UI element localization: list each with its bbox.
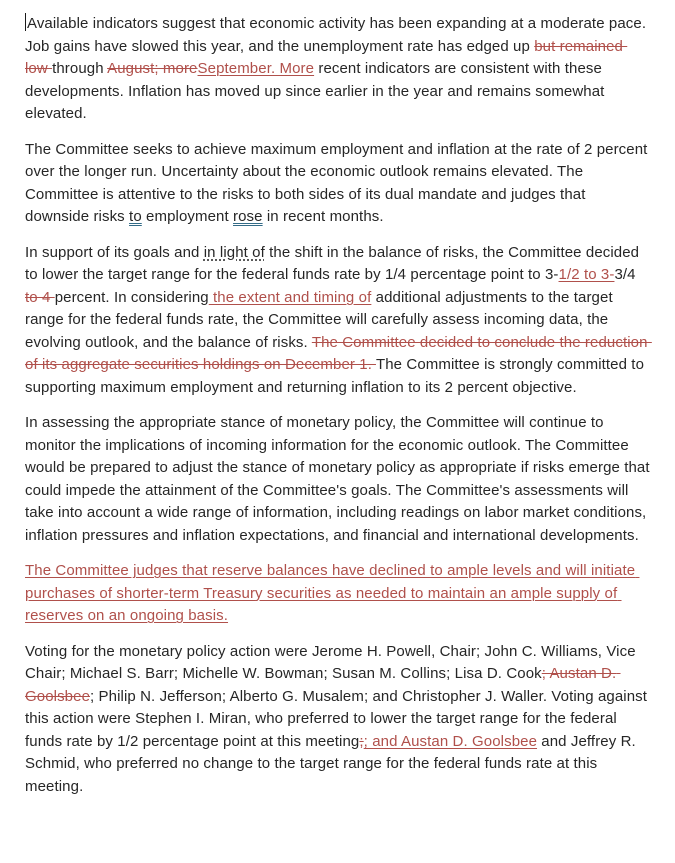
text-run: Voting for the monetary policy action were Jerome H. Powell, Chair; John C. Williams, Vice Chair; Michael S. Barr; Michelle W. Bowman; Susan M. Collins; Lisa D. Cook — [25, 642, 640, 682]
grammar-double-run: to — [129, 208, 142, 225]
text-run: in recent months. — [262, 208, 384, 225]
grammar-double-run: rose — [233, 208, 263, 225]
text-run: and Jeffrey R. Schmid, who preferred no change to the target range for the federal funds rate at this meeting. — [25, 732, 641, 795]
grammar-dotted-run: in light of — [203, 243, 265, 261]
text-run: additional adjustments to the target range for the federal funds rate, the Committee will carefully assess incoming data, the evolving outlook, and the balance of risks. — [25, 288, 617, 351]
inserted-text-run: The Committee judges that reserve balances have declined to ample levels and will initiate purchases of shorter-term Treasury securities as needed to maintain an ample supply of reserves on an ongoing basis. — [25, 562, 640, 624]
text-run: recent indicators are consistent with these developments. Inflation has moved up since earlier in the year and remains somewhat elevated. — [25, 60, 609, 122]
paragraph[interactable] — [25, 560, 650, 628]
text-run: the shift in the balance of risks, the Committee decided to lower the target range for the federal funds rate by 1/4 percentage point to 3- — [25, 243, 644, 283]
inserted-text-run: the extent and timing of — [208, 288, 372, 306]
paragraph[interactable] — [25, 412, 654, 547]
text-run: ; Philip N. Jefferson; Alberto G. Musalem; and Christopher J. Waller. Voting against this action were Stephen I. Miran, who preferred to lower the target range for the federal funds rate by 1/2 percentage point at this meeting — [25, 687, 652, 750]
inserted-text-run: 1/2 to 3- — [558, 266, 615, 283]
text-run: through — [52, 60, 108, 77]
text-cursor — [25, 13, 26, 31]
paragraph[interactable] — [25, 242, 650, 400]
deleted-text-run: to 4 — [25, 288, 55, 306]
text-run: The Committee is strongly committed to supporting maximum employment and returning inflation to its 2 percent objective. — [25, 356, 649, 396]
paragraph[interactable] — [25, 139, 650, 229]
text-run: 3/4 — [614, 266, 640, 283]
deleted-text-run: ; — [359, 732, 364, 750]
paragraph[interactable] — [25, 13, 650, 126]
text-run: The Committee seeks to achieve maximum employment and inflation at the rate of 2 percent over the longer run. Uncertainty about the economic outlook remains elevated. The Committee is attentive to the risks to both sides of its dual mandate and judges that downside risks — [25, 140, 652, 225]
text-run: employment — [141, 208, 234, 225]
text-run: In support of its goals and — [25, 243, 204, 261]
deleted-text-run: ; Austan D. Goolsbee — [25, 665, 621, 705]
deleted-text-run: The Committee decided to conclude the reduction of its aggregate securities holdings on December 1. — [25, 333, 652, 373]
paragraph[interactable] — [25, 641, 650, 799]
text-run: percent. In considering — [54, 288, 209, 306]
document-body[interactable] — [25, 13, 654, 798]
deleted-text-run: but remained low — [25, 37, 628, 77]
text-run: In assessing the appropriate stance of monetary policy, the Committee will continue to monitor the implications of incoming information for the economic outlook. The Committee would be prepared to adjust the stance of monetary policy as appropriate if risks emerge that could impede the attainment of the Committee's goals. The Committee's assessments will take into account a wide range of information, including readings on labor market conditions, inflation pressures and inflation expectations, and financial and international developments. — [25, 414, 654, 544]
text-run: Available indicators suggest that economic activity has been expanding at a moderate pace. Job gains have slowed this year, and the unemployment rate has edged up — [25, 15, 651, 55]
deleted-text-run: August; more — [107, 60, 198, 77]
inserted-text-run: ; and Austan D. Goolsbee — [363, 732, 538, 750]
inserted-text-run: September. More — [197, 60, 315, 77]
